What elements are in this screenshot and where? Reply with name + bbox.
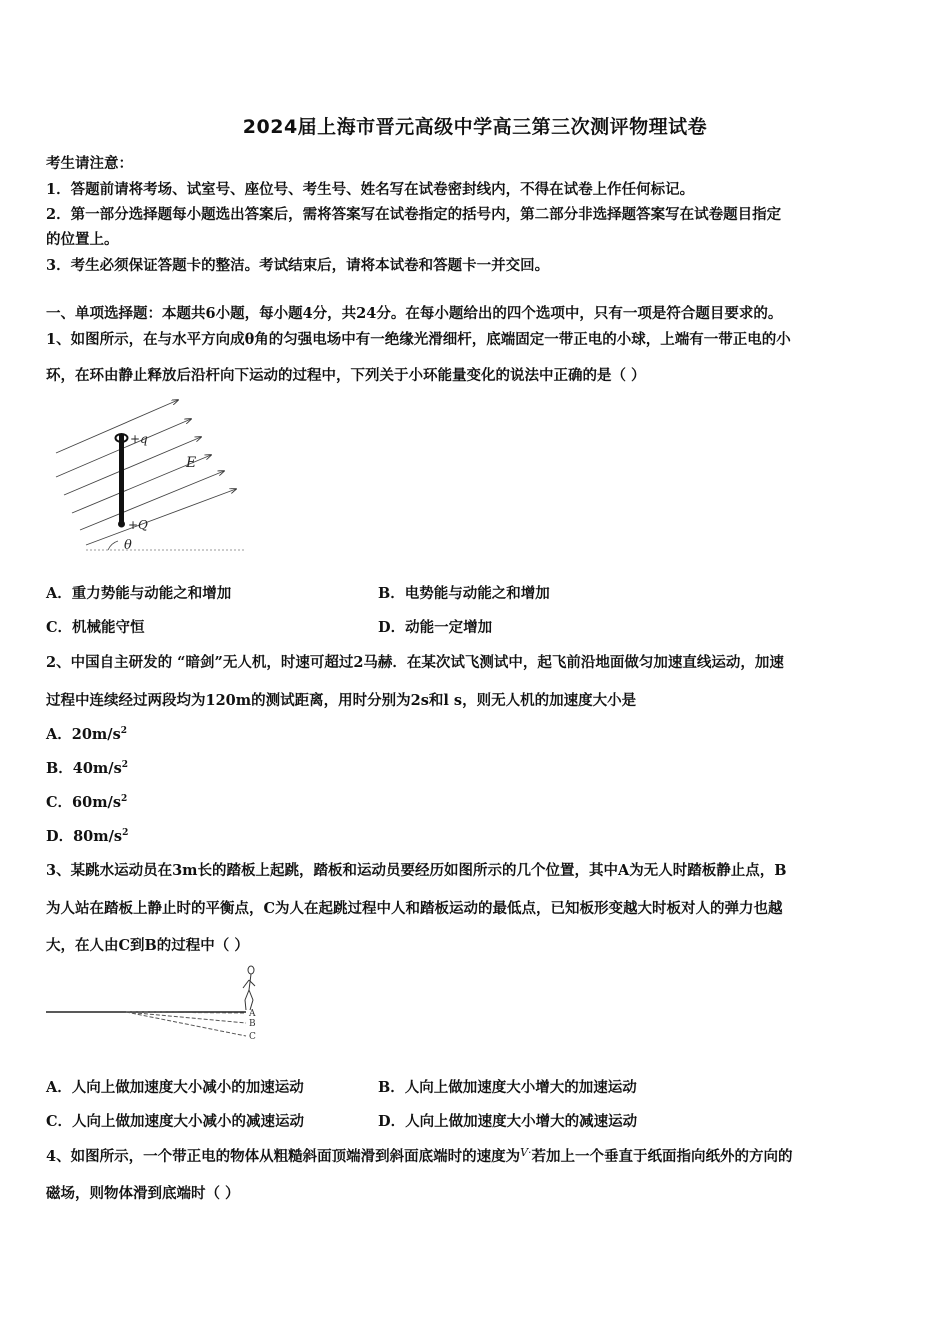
q3-stem-line1: 3、某跳水运动员在3m长的踏板上起跳，踏板和运动员要经历如图所示的几个位置，其中A为无人时踏板静止点，B xyxy=(46,862,787,879)
field-label: E xyxy=(186,455,197,471)
angle-arc xyxy=(108,541,118,550)
diver-figure xyxy=(243,966,255,1010)
q1-field-diagram xyxy=(46,395,256,560)
q1-option-a[interactable]: A．重力势能与动能之和增加 xyxy=(46,585,232,602)
insulated-rod xyxy=(119,435,124,525)
q3-option-c[interactable]: C．人向上做加速度大小减小的减速运动 xyxy=(46,1113,305,1130)
q1-option-b[interactable]: B．电势能与动能之和增加 xyxy=(378,585,550,602)
q1-stem-line2: 环，在环由静止释放后沿杆向下运动的过程中，下列关于小环能量变化的说法中正确的是（ ） xyxy=(46,367,646,384)
q2-stem-line2: 过程中连续经过两段均为120m的测试距离，用时分别为2s和l s，则无人机的加速度大小是 xyxy=(46,692,637,709)
label-b: B xyxy=(249,1019,256,1029)
q2-option-a[interactable]: A．$20m/s^2$ xyxy=(46,726,127,743)
board-position-b xyxy=(126,1012,246,1023)
q3-option-b[interactable]: B．人向上做加速度大小增大的加速运动 xyxy=(378,1079,637,1096)
q2-option-d[interactable]: D．$80m/s^2$ xyxy=(46,828,129,845)
charged-ball xyxy=(118,521,125,528)
q3-stem-line2: 为人站在踏板上静止时的平衡点，C为人在起跳过程中人和踏板运动的最低点，已知板形变越大时板对人的弹力也越 xyxy=(46,900,783,917)
q1-stem-line1: 1、如图所示，在与水平方向成θ角的匀强电场中有一绝缘光滑细杆，底端固定一带正电的小球，上端有一带正电的小 xyxy=(46,331,791,348)
q4-stem-line1: 4、如图所示，一个带正电的物体从粗糙斜面顶端滑到斜面底端时的速度为$^{V\cdot}$若加上一个垂直于纸面指向纸外的方向的 xyxy=(46,1146,793,1165)
q1-option-c[interactable]: C．机械能守恒 xyxy=(46,619,145,636)
q2-option-b[interactable]: B．$40m/s^2$ xyxy=(46,760,129,777)
q2-option-c[interactable]: C．$60m/s^2$ xyxy=(46,794,128,811)
field-line xyxy=(56,400,178,453)
notice-item-2: 2．第一部分选择题每小题选出答案后，需将答案写在试卷指定的括号内，第二部分非选择题答案写在试卷题目指定 xyxy=(46,206,782,223)
velocity-symbol: V· xyxy=(520,1146,532,1159)
section-heading: 一、单项选择题：本题共6小题，每小题4分，共24分。在每小题给出的四个选项中，只有一项是符合题目要求的。 xyxy=(46,305,783,322)
board-position-c xyxy=(126,1012,246,1036)
q3-option-d[interactable]: D．人向上做加速度大小增大的减速运动 xyxy=(378,1113,638,1130)
notice-item-3: 3．考生必须保证答题卡的整洁。考试结束后，请将本试卷和答题卡一并交回。 xyxy=(46,257,550,274)
q3-option-a[interactable]: A．人向上做加速度大小减小的加速运动 xyxy=(46,1079,304,1096)
notice-item-1: 1．答题前请将考场、试室号、座位号、考生号、姓名写在试卷密封线内，不得在试卷上作任何标记。 xyxy=(46,181,695,198)
ball-charge-label: +Q xyxy=(128,518,148,532)
notice-heading: 考生请注意： xyxy=(46,155,133,172)
angle-label: θ xyxy=(124,538,132,553)
label-a: A xyxy=(249,1009,256,1019)
page-title: 2024届上海市晋元高级中学高三第三次测评物理试卷 xyxy=(242,116,708,138)
notice-item-2-cont: 的位置上。 xyxy=(46,231,119,248)
q3-springboard-diagram xyxy=(46,962,276,1044)
q2-stem-line1: 2、中国自主研发的 “暗剑”无人机，时速可超过2马赫．在某次试飞测试中，起飞前沿地面做匀加速直线运动，加速 xyxy=(46,654,784,671)
ring-charge-label: +q xyxy=(130,432,148,446)
q1-option-d[interactable]: D．动能一定增加 xyxy=(378,619,493,636)
q3-stem-line3: 大，在人由C到B的过程中（ ） xyxy=(46,937,249,954)
label-c: C xyxy=(249,1032,256,1042)
q4-stem-line2: 磁场，则物体滑到底端时（ ） xyxy=(46,1185,240,1202)
